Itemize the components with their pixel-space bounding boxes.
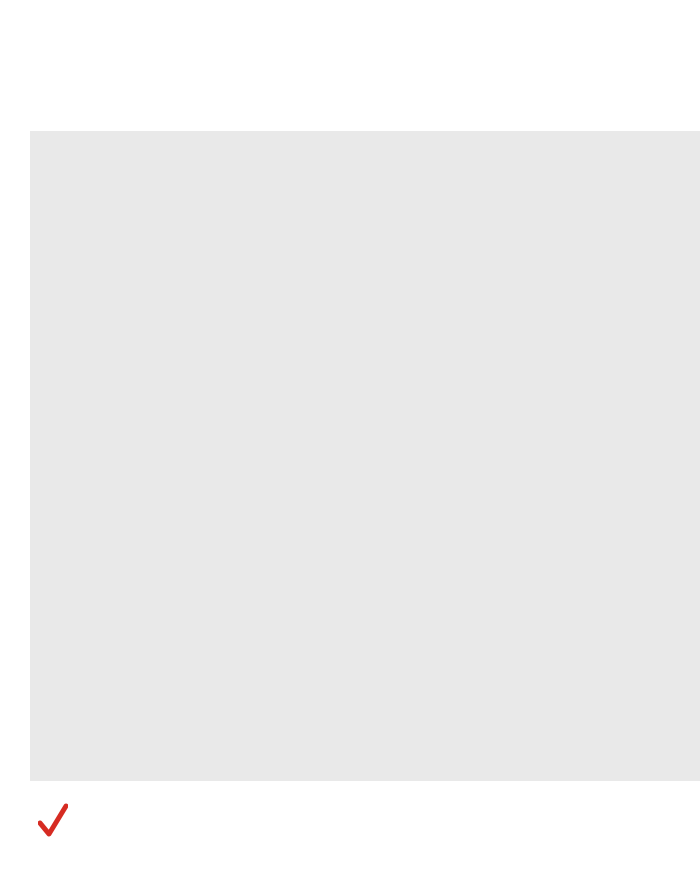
check-mark-icon	[38, 803, 68, 839]
security-level-grid	[30, 131, 700, 781]
legend-footer	[38, 803, 678, 843]
media-category-legend	[0, 0, 700, 120]
